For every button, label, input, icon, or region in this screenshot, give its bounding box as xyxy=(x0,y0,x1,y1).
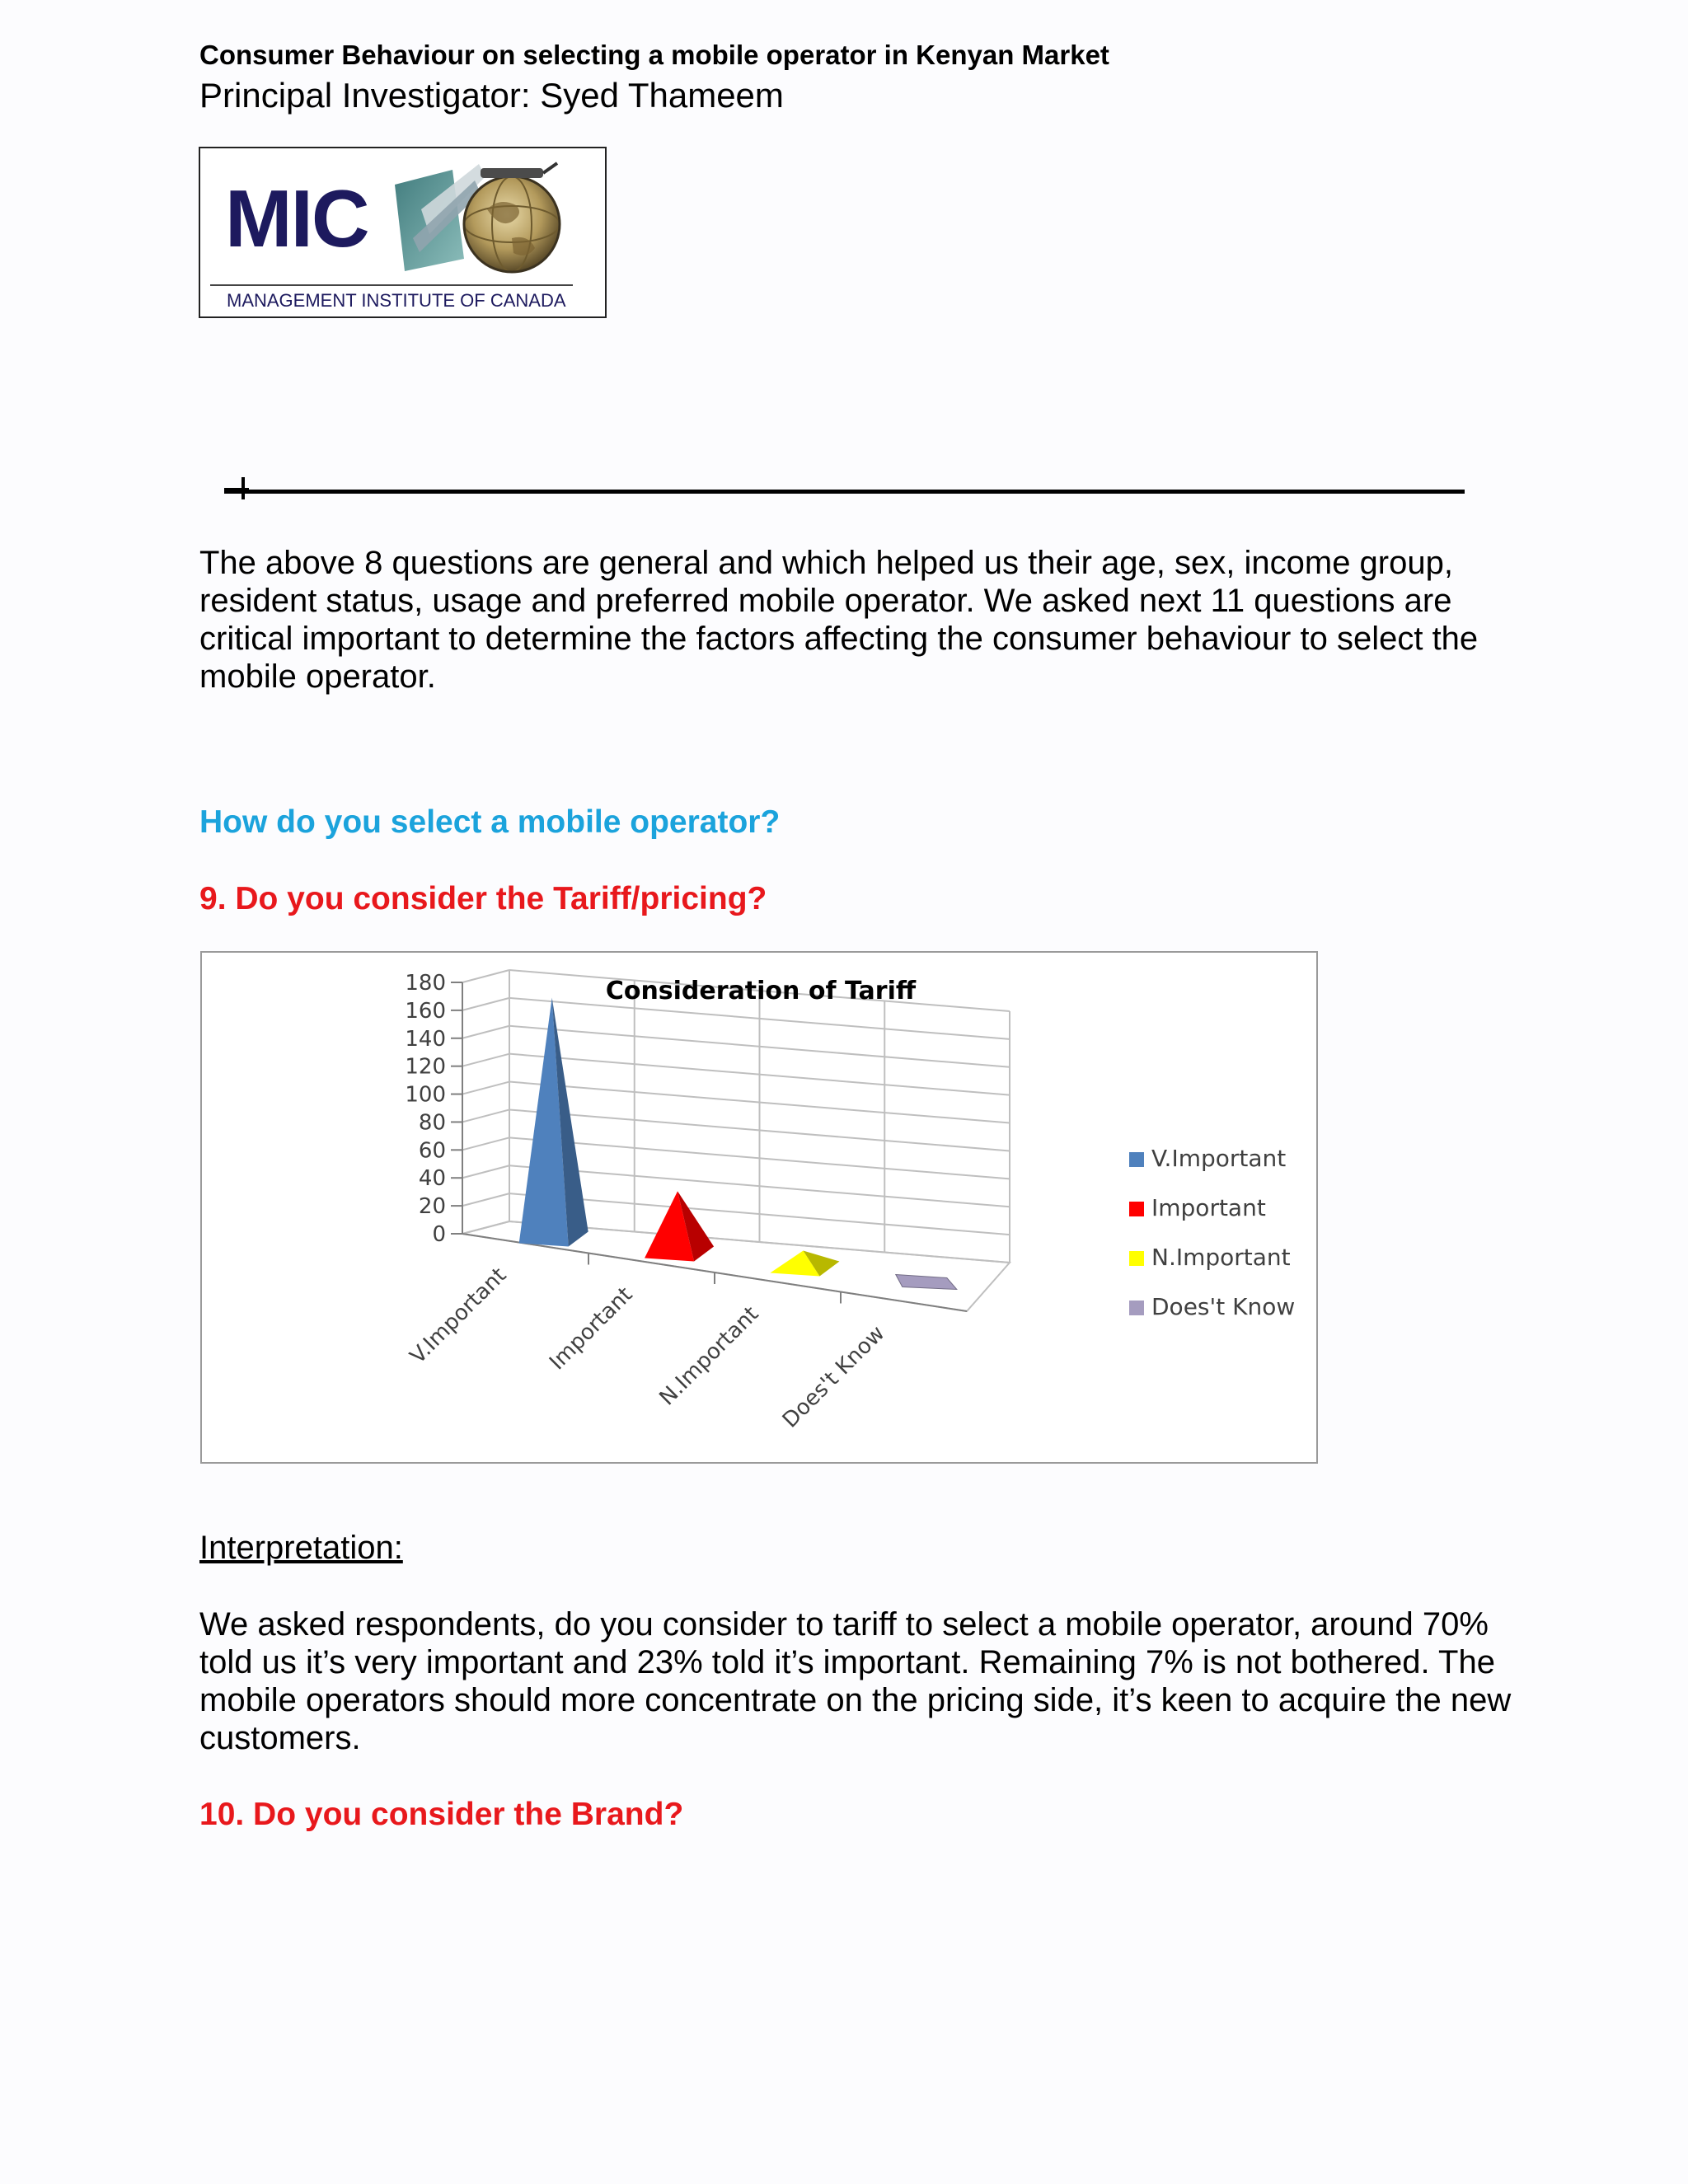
logo-divider xyxy=(210,284,573,286)
y-tick-label: 20 xyxy=(418,1194,446,1220)
y-tick-label: 160 xyxy=(405,998,446,1024)
intro-paragraph: The above 8 questions are general and which helped us their age, sex, income group, resident status, usage and preferred mobile operator. We asked next 11 questions are critical important to determine the factors affecting the consumer behaviour to select the mobile operator. xyxy=(199,545,1479,695)
horizontal-rule xyxy=(224,490,1465,494)
y-tick-label: 100 xyxy=(405,1082,446,1108)
left-wall-gridline xyxy=(462,998,509,1010)
document-title: Consumer Behaviour on selecting a mobile operator in Kenyan Market xyxy=(199,40,1109,70)
left-wall-gridline xyxy=(462,1109,509,1122)
mic-logo xyxy=(199,147,607,318)
y-tick-label: 60 xyxy=(418,1138,446,1164)
left-wall-gridline xyxy=(462,1137,509,1150)
y-tick-label: 40 xyxy=(418,1166,446,1192)
legend-swatch xyxy=(1129,1301,1144,1315)
interpretation-label: Interpretation: xyxy=(199,1530,403,1566)
legend-label: V.Important xyxy=(1151,1145,1287,1172)
x-category-label: N.Important xyxy=(654,1301,764,1411)
legend-swatch xyxy=(1129,1202,1144,1216)
left-wall-gridline xyxy=(462,1082,509,1094)
left-wall-gridline xyxy=(462,1026,509,1038)
pyramid-3 xyxy=(896,1275,957,1290)
legend-label: Does't Know xyxy=(1151,1293,1296,1320)
x-category-label: Does't Know xyxy=(777,1320,890,1433)
x-category-label: Important xyxy=(545,1282,638,1376)
y-tick-label: 0 xyxy=(432,1222,446,1247)
y-tick-label: 180 xyxy=(405,971,446,996)
left-wall-gridline xyxy=(462,1054,509,1066)
left-wall-gridline xyxy=(462,1221,509,1234)
section-heading: How do you select a mobile operator? xyxy=(199,804,781,840)
logo-wordmark: MIC xyxy=(225,173,368,264)
legend-swatch xyxy=(1129,1251,1144,1266)
legend-swatch xyxy=(1129,1152,1144,1167)
interpretation-paragraph: We asked respondents, do you consider to tariff to select a mobile operator, around 70% told us it’s very important and 23% told it’s important. Remaining 7% is not bothered. The mobile operators should more concentrate on the pricing side, it’s keen to acquire the new customers. xyxy=(199,1606,1512,1756)
left-wall-gridline xyxy=(462,970,509,982)
logo-subtitle: MANAGEMENT INSTITUTE OF CANADA xyxy=(227,290,566,311)
chart-title: Consideration of Tariff xyxy=(605,977,917,1005)
left-wall-gridline xyxy=(462,1165,509,1178)
legend-label: Important xyxy=(1151,1194,1266,1221)
legend-label: N.Important xyxy=(1151,1244,1291,1271)
principal-investigator: Principal Investigator: Syed Thameem xyxy=(199,76,784,115)
chart-canvas xyxy=(202,953,1316,1462)
y-tick-label: 140 xyxy=(405,1026,446,1052)
tariff-chart xyxy=(200,951,1318,1464)
x-category-label: V.Important xyxy=(406,1263,512,1369)
question-10-heading: 10. Do you consider the Brand? xyxy=(199,1797,684,1832)
y-tick-label: 120 xyxy=(405,1054,446,1080)
question-9-heading: 9. Do you consider the Tariff/pricing? xyxy=(199,881,767,916)
left-wall-gridline xyxy=(462,1193,509,1206)
globe-icon xyxy=(388,160,570,279)
y-tick-label: 80 xyxy=(418,1110,446,1136)
